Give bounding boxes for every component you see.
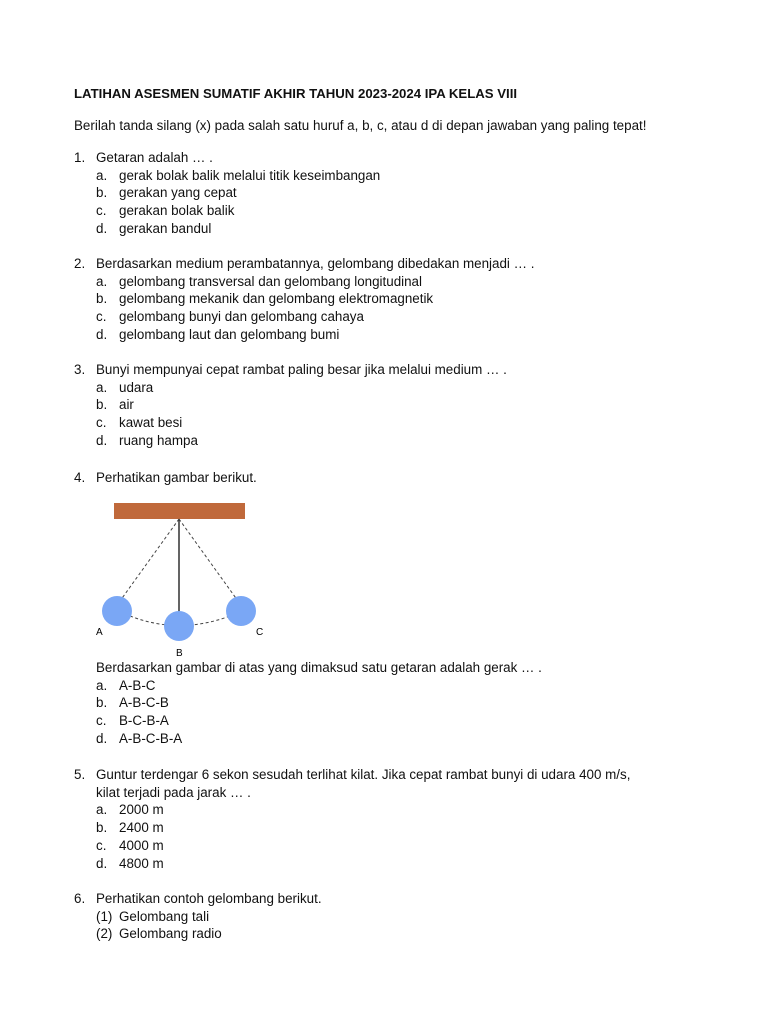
pendulum-string-left (120, 519, 179, 601)
option-c: c. kawat besi (96, 415, 183, 431)
question-3 (74, 361, 507, 450)
option-a: a. udara (96, 379, 154, 395)
option-b: b. air (96, 397, 134, 413)
option-b: b. 2400 m (96, 820, 164, 836)
option-d: d. A-B-C-B-A (96, 730, 183, 746)
label-a: A (96, 627, 103, 638)
question-text: Berdasarkan medium perambatannya, gelombang dibedakan menjadi … . (96, 256, 535, 271)
option-a: a. gerak bolak balik melalui titik keseimbangan (96, 167, 381, 183)
page-title: LATIHAN ASESMEN SUMATIF AKHIR TAHUN 2023-2024 IPA KELAS VIII (74, 86, 518, 101)
question-4 (74, 469, 257, 487)
option-c: c. 4000 m (96, 837, 164, 853)
question-text: Getaran adalah … . (96, 150, 213, 165)
question-1 (74, 149, 380, 238)
pendulum-bob-a (102, 596, 132, 626)
option-c: c. B-C-B-A (96, 713, 169, 729)
question-5 (74, 766, 630, 872)
question-number: 3. (74, 362, 86, 377)
option-d: d. gelombang laut dan gelombang bumi (96, 326, 340, 342)
option-a: a. gelombang transversal dan gelombang longitudinal (96, 273, 422, 289)
option-a: a. 2000 m (96, 802, 164, 818)
question-number: 6. (74, 891, 86, 906)
question-text-continued: kilat terjadi pada jarak … . (96, 784, 251, 800)
question-text: Guntur terdengar 6 sekon sesudah terlihat kilat. Jika cepat rambat bunyi di udara 400 m/s, (96, 767, 631, 782)
list-item: (2) Gelombang radio (96, 926, 222, 942)
option-d: d. gerakan bandul (96, 220, 212, 236)
question-6 (74, 890, 322, 943)
pendulum-figure (90, 497, 280, 662)
option-d: d. ruang hampa (96, 432, 198, 448)
option-b: b. gelombang mekanik dan gelombang elektromagnetik (96, 291, 434, 307)
question-2 (74, 255, 534, 344)
option-c: c. gelombang bunyi dan gelombang cahaya (96, 309, 364, 325)
question-number: 1. (74, 150, 86, 165)
question-text: Berdasarkan gambar di atas yang dimaksud satu getaran adalah gerak … . (96, 660, 542, 675)
option-a: a. A-B-C (96, 677, 156, 693)
question-number: 4. (74, 470, 86, 485)
question-4-prompt (74, 659, 542, 748)
pendulum-bob-c (226, 596, 256, 626)
question-text: Perhatikan gambar berikut. (96, 470, 257, 485)
option-b: b. A-B-C-B (96, 695, 169, 711)
question-number: 2. (74, 256, 86, 271)
question-text: Perhatikan contoh gelombang berikut. (96, 891, 322, 906)
instruction-text: Berilah tanda silang (x) pada salah satu huruf a, b, c, atau d di depan jawaban yang paling tepat! (74, 118, 647, 133)
pendulum-bob-b (164, 611, 194, 641)
pendulum-support (114, 503, 245, 519)
list-item: (1) Gelombang tali (96, 908, 210, 924)
question-text: Bunyi mempunyai cepat rambat paling besar jika melalui medium … . (96, 362, 507, 377)
question-number: 5. (74, 767, 86, 782)
label-b: B (176, 648, 183, 659)
option-c: c. gerakan bolak balik (96, 203, 235, 219)
pendulum-string-right (179, 519, 238, 601)
option-d: d. 4800 m (96, 855, 164, 871)
label-c: C (256, 627, 264, 638)
option-b: b. gerakan yang cepat (96, 185, 237, 201)
